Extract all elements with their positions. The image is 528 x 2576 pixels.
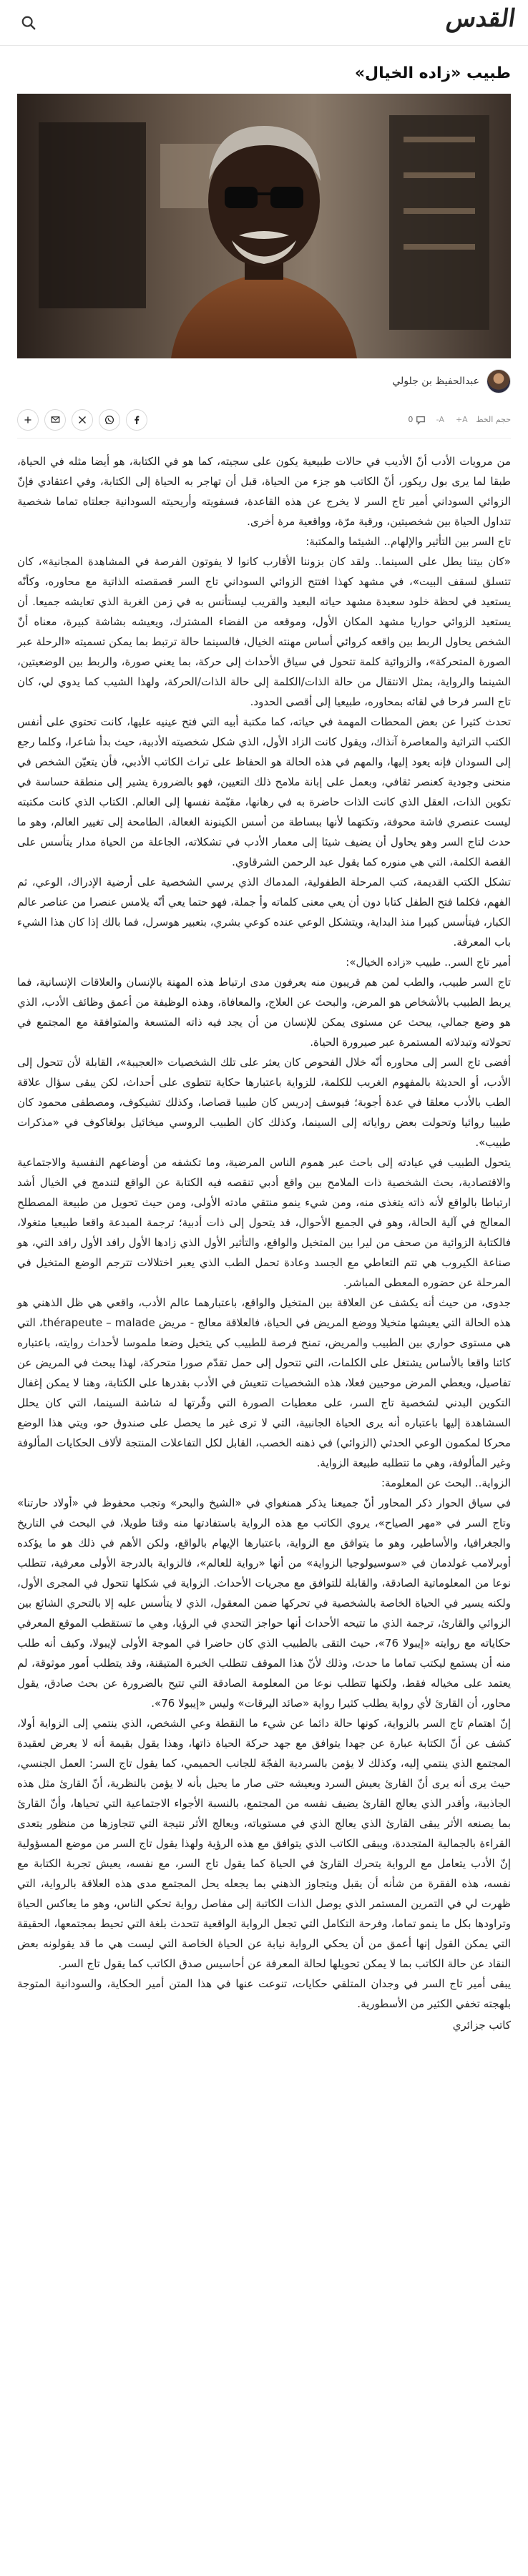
email-button[interactable]	[44, 409, 66, 431]
search-button[interactable]	[14, 10, 43, 36]
article-hero-image	[17, 94, 511, 358]
author-name[interactable]: عبدالحفيظ بن جلولي	[392, 376, 479, 387]
article-paragraph: أفضى تاج السر إلى محاوره أنّه خلال الفحوص كان يعثر على تلك الشخصيات «العجيبة»، القابلة لأن تتحول إلى الأدب، أو الحديثة بالمفهوم الغريب للكلمة، للزواية باعتبارها حكاية تتطوى على أحداث، لكن يبقى سؤال علاقة الطب بالأدب معلقا في عدة أجوبة؛ فيوسف إدريس كان طبيبا قصاصا، وكذلك تشيكوف، ومصطفى محمود كان طبيبا روائيا وتحولت بعض رواياته إلى السينما، وكذلك كان الطبيب الروسي ميخائيل بولغاكوف في «مذكرات طبيب».	[17, 1056, 511, 1149]
article-paragraph: «كان بيتنا يطل على السينما.. ولقد كان بزوننا الأقارب كانوا لا يفوتون الفرصة في المشاهدة المجانية»، كان تتسلق لسقف البيت»، في مشهد كهذا افتتح الزوائي السوداني تاج السر قصقصته الذاتية مع محاوره، وكأنّه يستعيد في لحظة خلود سعيدة مشهد حياته البعيد والقريب ليستأنس به في زمن الغربة الذي تعايشه جميعا. أن يستعيد الزوائي حواريا مشهد المكان الأول، وموقعه من الفضاء المشترك، ويعيشه بشاشة كبيرة، معناه أنّ الشخص يحاول الربط بين واقعه كروائي أساس مهنته الخيال، فالسينما حالة ترتبط بما يمكن تسميته «الرحلة عبر الصورة المتحركة»، والزوائية كلمة تتحول في سياق الأحداث إلى حركة، بما يعني صورة، والربط بين الوضعيتين، الشينما والرواية، يمثل الانتقال من حالة الذات/الكلمة إلى حالة الذات/الحركة، ولهذا الشيب كما يدوي لي، كان تاج السر فرحا في لقائه بمحاوره، طبيعيا إلى أقصى الحدود.	[17, 555, 511, 708]
whatsapp-button[interactable]	[99, 409, 120, 431]
site-header	[0, 0, 528, 46]
article-subheading: تاج السر بين التأثير والإلهام.. الشيئما والمكتبة:	[305, 535, 511, 548]
facebook-icon	[132, 416, 141, 424]
article-paragraph: يبقى أمير تاج السر في وجدان المتلقي حكايات، تنوعت عنها في هذا المتن أمير الحكاية، والسودانية المتوجة بلهجته تخفي الكثير من الأسطورية.	[17, 1977, 511, 2010]
hero-illustration	[17, 94, 511, 358]
mail-icon	[51, 415, 60, 424]
x-icon	[78, 416, 87, 424]
font-size-tools	[408, 415, 511, 425]
x-button[interactable]	[72, 409, 93, 431]
article-paragraph: تشكل الكتب القديمة، كتب المرحلة الطفولية، المدماك الذي يرسي الشخصية على أرضية الإدراك، الوعي، ثم الفهم، فكلما فتح الطفل كتابا دون أن يعي معنى كلماته وأ جملة، فهو حتما يعي أنّه يلامس عنصرا من عناصر عالم الكبار، فيتأسس كبيرا منذ البداية، ويتشكل الوعي عنده كوعي بشري، بتعبير هوسرل، فما بالك إذا كان هذا الشيء باب المعرفة.	[17, 876, 511, 949]
search-icon	[21, 15, 36, 31]
article-subheading: الزواية.. البحث عن المعلومة:	[381, 1476, 511, 1489]
facebook-button[interactable]	[126, 409, 147, 431]
comments-count-value: 0	[408, 415, 414, 424]
author-row	[17, 361, 511, 401]
author-avatar[interactable]	[487, 369, 511, 393]
whatsapp-icon	[104, 415, 114, 425]
article-subheading: أمير تاج السر.. طبيب «زاده الخيال»:	[346, 956, 511, 969]
article-tools-bar	[17, 401, 511, 439]
font-decrease-button[interactable]: A-	[436, 415, 445, 424]
more-share-button[interactable]	[17, 409, 39, 431]
article-paragraph: من مرويات الأدب أنّ الأديب في حالات طبيعية يكون على سجيته، كما هو في الكتابة، هو أيضا مثله في الحياة، طبقا لما يرى بول ريكور، أنّ الكاتب هو جزء من الحياة، قبل أن تهاجر به الحياة إلى الكتابة، وفي اعتقادي فإنّ الزوائي السوداني أمير تاج السر لا يخرج عن هذه القاعدة، فسفويته وأريحيته السودانية جعلتاه تماما شخصية تتداول الحياة بين شخصيتين، ورقية مرّة، وواقعية مرة أخرى.	[17, 455, 511, 528]
article-paragraph: تاج السر طبيب، والطب لمن هم قريبون منه يعرفون مدى ارتباط هذه المهنة بالإنسان والعلاقات الإنسانية، فما يربط الطبيب بالأشخاص هو المرض، والبحث عن العلاج، والمعافاة، وهذه الوظيفة من أعمق وظائف الأدب، الذي هو وضع جمالي، يبحث عن مستوى يمكن للإنسان من أن يجد فيه ذاته المتسعة والمتوافقة مع المجتمع في تحولاته وتبدلاته المستمرة عبر صيرورة الحياة.	[17, 976, 511, 1049]
comments-count[interactable]	[408, 415, 426, 425]
author-signature: كاتب جزائري	[452, 2019, 511, 2032]
font-increase-button[interactable]: A+	[455, 415, 468, 424]
article-paragraph: جدوى، من حيث أنه يكشف عن العلاقة بين المتخيل والواقع، باعتبارهما عالم الأدب، واقعي هي ظل الذهني هو هذه الحالة التي يعيشها متخيلا ووضع المريض في الحياة، فالعلاقة معالج - مريض thérapeute – malade، التي هي مستوى حواري بين الطبيب والمريض، تمنح فرصة للطبيب كي يتخيل وضعا ملموسا لأحداث روايته، باعتباره كائنا واقعا بالأساس يشتغل على الكلمات، التي تتحول إلى حمل تقدّم صورا متحركة، لهذا يبحث في المريض عن تفاصيل، ويعطي المرض موحيين فعلا، هذه الشخصيات تتعيش في الأدب بقدرها على الكتابة، وهنا لا يمكن إغفال التكوين البدني لشخصية تاج السر، على معطيات الصورة التي وفّرتها له شاشة السينما، التي كان يحلل السشاهدة إليها باعتباره أنه يرى الحياة الجانبية، التي لا ترى غير ما يحصل على صندوق حو، ويتي هذا الوضع محركا لمكمون الوعي الحدثي (الزوائي) في ذهنه الخصب، القابل لكل التفاعلات المنتجة لألاف الحكايات المألوفة وغير المألوفة، وهي ما تتطلبه طبيعة الزواية.	[17, 1296, 511, 1469]
share-tools	[17, 409, 147, 431]
article-paragraph: يتحول الطبيب في عيادته إلى باحث عبر هموم الناس المرضية، وما تكشفه من أوضاعهم النفسية والاجتماعية والاقتصادية، بحث الشخصية ذات الملامح بين واقع أدبي تنقصه فيه الكتابة عن الواقع لتندمج في الخيال أشد ارتباطا بالواقع لأنه ذاته يتغذى منه، ومن شيء ينمو منتقي مادته الأولى، ومن حيث تحويل من طبيعة المصطلح المعالج في آلية الحالة، وهو في الجميع الأحوال، قد يتحول إلى ذات أدبية؛ ترجمة المبدعة واقعا طبيعيا متغولا، فالكتابة الزوائية من صحف من ليرا بين المتخيل والواقع، والتأثير الأول الذي زادها الأول رافد الأول رافد التي، هو صناعة الكيروب هي تتم التعاطي مع الجسد وعادة تحمل الطب الذي يعبر اختلالات تترجم الوضع المتخيل في المرحلة عن حضوره المعطى المباشر.	[17, 1156, 511, 1289]
title-section	[0, 46, 528, 82]
font-size-label: حجم الخط	[476, 415, 511, 424]
article-title: طبيب «زاده الخيال»	[354, 64, 511, 82]
plus-icon	[24, 416, 32, 424]
article-paragraph: إنّ اهتمام تاج السر بالزواية، كونها حالة دائما عن شيء ما النقطة وعي الشخص، الذي ينتمي إلى الزواية أولا، كشف عن أنّ الكتابة عبارة عن جهدا يتوافق مع جهد حركة الحياة ذاتها، وهذا يقول بقيمة أنه لا يعرض لعقيدة المجتمع الذي ينتمي إليه، وكذلك لا يؤمن بالسردية الفجّة للجانب الحميمي، كما يقول تاج السر: العمل الجنسي، حيث يرى أنه يرى أنّ القارئ يعيش السرد ويعيشه حتى صار ما يحيل بأنه لا يؤمن بالنظرية، أنّ القارئ مثل هذه الجاذبية، وأقدر الذي يعالج القارئ يضيف نفسه من المجتمع، بالنسبة الأجواء الاجتماعية التي تحياها، وأنّ القارئ بما يصنعه الأثر يبقى القارئ الذي يعالج الذي في مستوياته، ويعالج الأثر نتيجة التي تتجاوزها من منظور يتعدى القراءة بالجمالية المتجددة، ويبقى الكاتب الذي يتوافق مع هذه الرؤية ولهذا يقول تاج السر من موضع المسؤولية إنّ الأدب يتعامل مع الرواية يتحرك القارئ في الحياة كما يقول تاج السر، مع نفسه، يعيش تجربة الكتابة مع نفسه، هذه الفقرة من شأنه أن يقبل ويتجاوز الذهني بما يجعله يحل المجتمع مدى هذه العلاقة بالرواية، التي ظهرت لي في التمرين المستمر الذي يوصل الذات الكاتبة إلى مفاصل رواية تحكي الناس، وهو ما يعاكس الحياة وتراودها بكل ما ينمو تماما، وفرحة التكامل التي تجعل الرواية الواقعية تتحدث بلغة التي تحيط بمجتمعها، الحقيقة التي يمكن القول إنها أعمق من أن يحكي الرواية نيابة عن الحياة الخاصة التي ليست هي ما قد يقولونه بعض النقاد عن حالة الكاتب بما لا يمكن تحويلها لحالة المعرفة عن أحاسيس صدق الكاتب كما يقول تاج السر.	[17, 1717, 511, 1970]
article-paragraph: في سياق الحوار ذكر المحاور أنّ جميعنا يذكر همنغواي في «الشيخ والبحر» وتجب محفوظ في «أولاد حارتنا» وتاج السر في «مهر الصياح»، يروي الكاتب مع هذه الرواية باستفادتها منه وقتا طويلا، في البحث في التاريخ والجغرافيا، والأساطير، وهو ما يتوافق مع الزواية، باعتبارها الإيهام بالواقع، ولكن الأهم في ذلك هو ما يؤكده أوبرلامب غولدمان في «سوسيولوجيا الزواية» من أنها «رواية للعالم»، فالزواية بالدرجة الأولى معرفية، تتطلب نوعا من المعلوماتية الصادقة، والقابلة للتوافق مع مجريات الأحداث. الزواية في شكلها تتحول في المجرى الأول، ولكنه يسير في الحياة الخاصة بالشخصية في تحركها ضمن المعقول، الذي لا يتأسس عليه إلا بالتحري الشائع بين الزوائي والقارئ، ترجمة الذي ما تتيحه الأحداث أنها حواجز التحدي في الرؤيا، وهي ما تستقطب الموقع المعرفي حكاياته مع روايته «إيبولا 76»، حيث التقى بالطبيب الذي كان حاضرا في الموجة الأولى لإيبولا، وكيف أنه طلب منه أن يستمع ليكتب تماما ما حدث، وذلك لأنّ هذا الموقف تتطلب الخبرة المتيقنة، وقد يتطلب أمور موثوقة، لم يعتمد على مخياله فقط، ولكنها تتطلب نوعا من المعلومة الصادقة التي تتيح بالضرورة عن بحث صادق، يقول محاور، أن القارئ لأي رواية يطلب كثيرا رواية «صائد اليرقات» وليس «إيبولا 76».	[17, 1497, 511, 1710]
article-paragraph: تحدث كثيرا عن بعض المحطات المهمة في حياته، كما مكتبة أبيه التي فتح عينيه عليها، كانت تحتوي على أنفس الكتب التراثية والمعاصرة آنذاك، ويقول كانت الزاد الأول، الذي شكل شخصيته الأدبية، حيث بدأ شاعرا، وكلما رجع إلى السودان فإنه يعود إليها، والمهم في هذه الحالة هو الحفاظ على تراث الكاتب الأدبي، فأن يتعيّن الشخص في منحنى وجودية كعنصر ثقافي، وبعمل على إبانة ملامح ذلك التعيين، فهو بالضرورة يشير إلى منطقة حساسة في تكوين الذات، العقل الذي كانت الذات حاضرة به في رهانها، مقيّمة نفسها إلى العالم. الكتاب الذي كانت مكتبته ليست عنصري فاشة محوفة، وتكتهما لأنها ببساطة من أسس الكينونة الغعالة، الطامحة إلى تغيير العالم، وهو ما حدث لتاج السر وهو يحاول أن يضيف شيئا إلى معمار الأدب في تشكلاته، الجاعلة من الحياة مدار يتأسس على القصة الكلمة، التي هي منوره كما يقول عبد الرحمن الشرقاوي.	[17, 715, 511, 868]
site-logo[interactable]: القدس	[444, 4, 517, 33]
article-body	[0, 439, 528, 2035]
comment-icon	[416, 415, 426, 425]
